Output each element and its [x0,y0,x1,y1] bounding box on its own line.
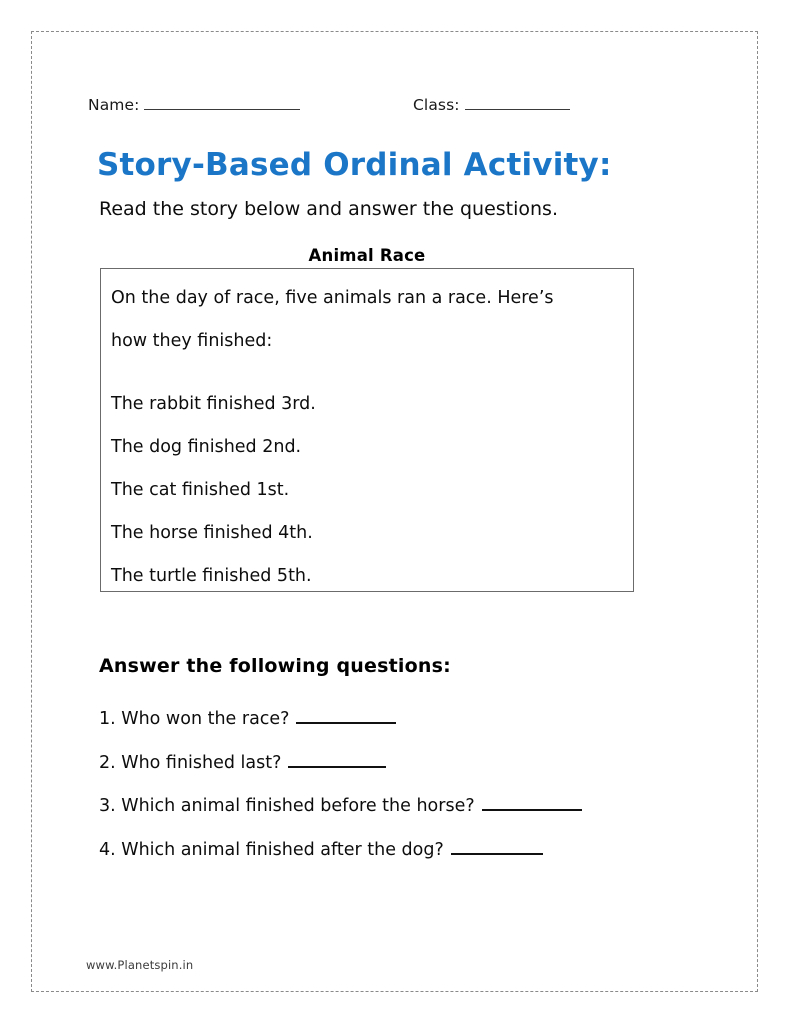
question-answer-line[interactable] [296,711,396,724]
question-answer-line[interactable] [288,755,386,768]
story-line: how they finished: [111,331,273,351]
question-item [99,708,699,752]
name-label: Name: [88,96,140,114]
instructions-text: Read the story below and answer the questions. [99,198,558,220]
name-input-line[interactable] [144,96,300,110]
questions-list [99,708,699,882]
story-box [100,268,634,592]
question-answer-line[interactable] [451,842,543,855]
name-field [88,96,300,114]
story-line: The rabbit finished 3rd. [111,394,316,414]
question-text: 4. Which animal finished after the dog? [99,839,444,860]
question-text: 2. Who finished last? [99,752,282,773]
footer-website: www.Planetspin.in [86,958,194,972]
question-item [99,795,699,839]
questions-heading: Answer the following questions: [99,655,451,677]
question-item [99,839,699,883]
class-field [413,96,570,114]
story-line: The cat finished 1st. [111,480,290,500]
page-title: Story-Based Ordinal Activity: [97,147,612,183]
question-answer-line[interactable] [482,798,582,811]
question-text: 3. Which animal finished before the horse? [99,796,475,816]
story-line: On the day of race, five animals ran a race. Here’s [111,288,554,308]
story-line-spacer [111,363,623,383]
story-text-container [111,277,623,598]
student-info-row [88,96,648,122]
story-line: The dog finished 2nd. [111,437,302,457]
story-line: The horse finished 4th. [111,523,313,543]
story-line: The turtle finished 5th. [111,566,312,586]
question-text: 1. Who won the race? [99,709,290,729]
class-label: Class: [413,96,460,114]
class-input-line[interactable] [465,96,570,110]
question-item [99,752,699,796]
story-heading: Animal Race [308,246,426,265]
